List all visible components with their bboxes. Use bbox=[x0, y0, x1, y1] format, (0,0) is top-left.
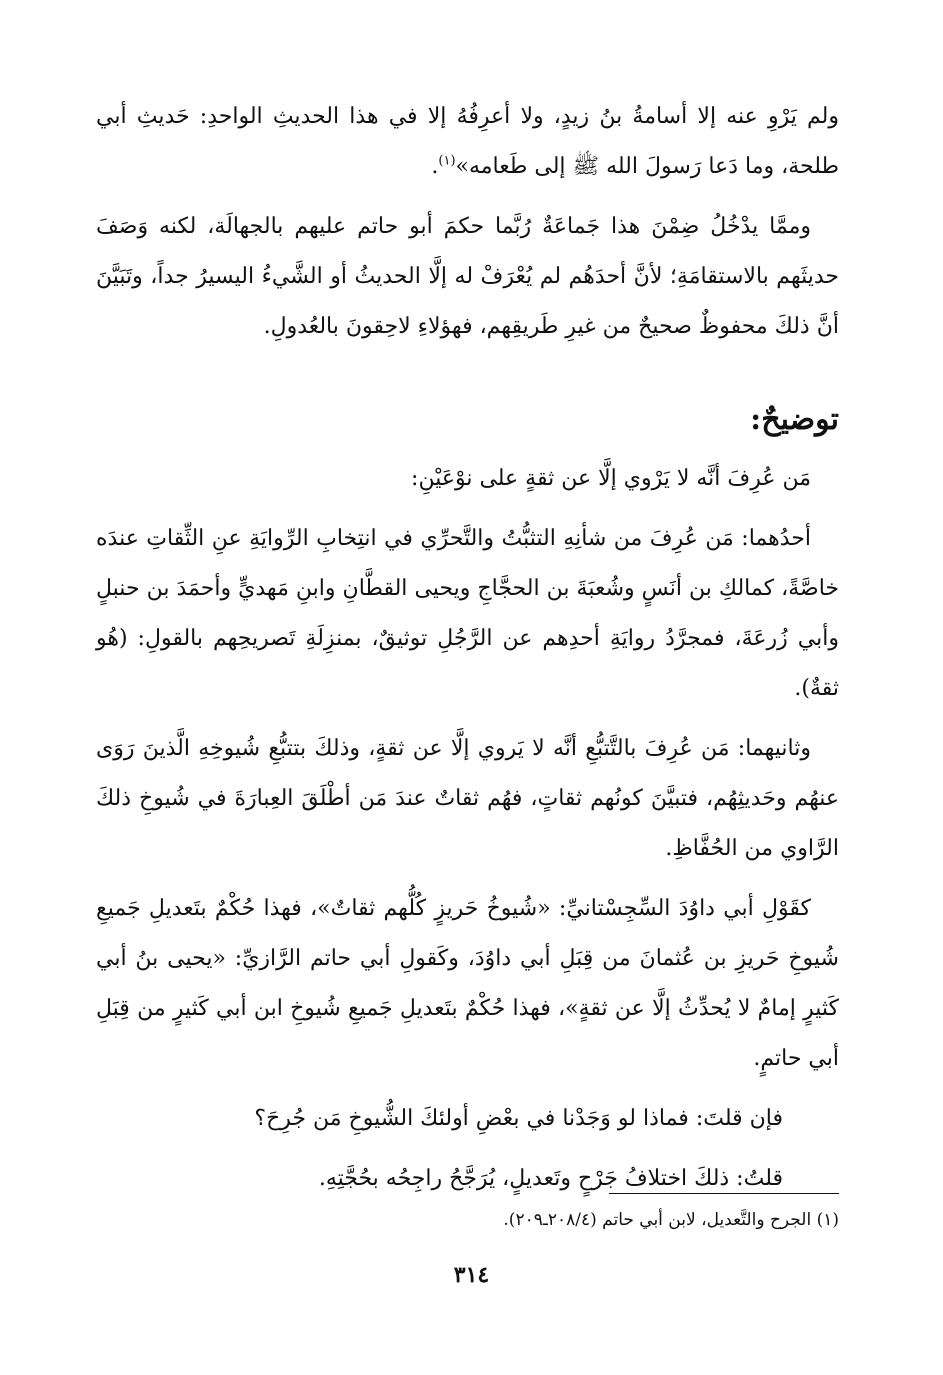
footnote-divider bbox=[609, 1193, 839, 1194]
paragraph-3: مَن عُرِفَ أنَّه لا يَرْوي إلَّا عن ثقةٍ على نوْعَيْنِ: bbox=[411, 466, 811, 491]
paragraph-4: أحدُهما: مَن عُرِفَ من شأنِهِ التثبُّتُ والتَّحرِّي في انتِخابِ الرِّوايَةِ عنِ الثِّقاتِ عندَه خاصَّةً، كمالكِ بن أنَسٍ وشُعبَةَ بن الحجَّاجِ ويحيى القطَّانِ وابنِ مَهديٍّ وأحمَدَ بن حنبلٍ وأبي زُرعَةَ، فمجرَّدُ روايَةِ أحدِهم عن الرَّجُلِ توثيقٌ، بمنزِلَةِ تَصريحِهم بالقولِ: (هُو ثقةٌ). bbox=[96, 526, 839, 701]
paragraph-7: فإن قلتَ: فماذا لو وَجَدْنا في بعْضِ أولئكَ الشُّيوخِ مَن جُرِحَ؟ bbox=[254, 1106, 783, 1131]
paragraph-1-text: ولم يَرْوِ عنه إلا أسامةُ بنُ زيدٍ، ولا أعرِفُهُ إلا في هذا الحديثِ الواحدِ: حَديثِ أبي طلحة، وما دَعا رَسولَ الله ﷺ إلى طَعامه» bbox=[96, 104, 839, 179]
section-heading: توضيحٌ: bbox=[750, 402, 839, 437]
page-number: ٣١٤ bbox=[453, 1262, 490, 1288]
footnote-reference: (١) bbox=[438, 153, 456, 169]
paragraph-5: وثانيهما: مَن عُرِفَ بالتَّتبُّعِ أنَّه لا يَروي إلَّا عن ثقةٍ، وذلكَ بتتبُّعِ شُيوخِهِ الَّذينَ رَوَى عنهُم وحَديثِهُم، فتبيَّنَ كونُهم ثقاتٍ، فهُم ثقاتٌ عندَ مَن أطْلَقَ العِبارَةَ في شُيوخِ ذلكَ الرَّاوي من الحُفَّاظِ. bbox=[96, 736, 839, 861]
paragraph-1: ولم يَرْوِ عنه إلا أسامةُ بنُ زيدٍ، ولا أعرِفُهُ إلا في هذا الحديثِ الواحدِ: حَديثِ أبي طلحة، وما دَعا رَسولَ الله ﷺ إلى طَعامه»$^{(١)}$. bbox=[96, 104, 839, 179]
paragraph-8: قلتُ: ذلكَ اختلافُ جَرْحٍ وتَعديلٍ، يُرَجَّحُ راجِحُه بحُجَّتِهِ. bbox=[318, 1166, 783, 1191]
footnote: (١) الجرح والتَّعديل، لابن أبي حاتم (٢٠٨/٤ـ٢٠٩). bbox=[503, 1210, 839, 1230]
page-body bbox=[96, 92, 839, 1214]
paragraph-6: كقَوْلِ أبي داوُدَ السِّجِسْتانيِّ: «شُيوخُ حَريزٍ كُلُّهم ثقاتٌ»، فهذا حُكْمٌ بتَعديلِ جَميعِ شُيوخِ حَريزِ بن عُثمانَ من قِبَلِ أبي داوُدَ، وكَقولِ أبي حاتم الرَّازيِّ: «يحيى بنُ أبي كَثيرٍ إمامٌ لا يُحدِّثُ إلَّا عن ثقةٍ»، فهذا حُكْمٌ بتَعديلِ جَميعِ شُيوخِ ابن أبي كَثيرٍ من قِبَلِ أبي حاتمٍ. bbox=[96, 896, 839, 1071]
paragraph-2: وممَّا يدْخُلُ ضِمْنَ هذا جَماعَةٌ رُبَّما حكمَ أبو حاتم عليهم بالجهالَة، لكنه وَصَفَ حديثَهم بالاستقامَةِ؛ لأنَّ أحدَهُم لم يُعْرَفْ له إلَّا الحديثُ أو الشَّيءُ اليسيرُ جداً، وتَبَيَّنَ أنَّ ذلكَ محفوظٌ صحيحٌ من غيرِ طَريقِهم، فهؤلاءِ لاحِقونَ بالعُدولِ. bbox=[96, 214, 839, 339]
